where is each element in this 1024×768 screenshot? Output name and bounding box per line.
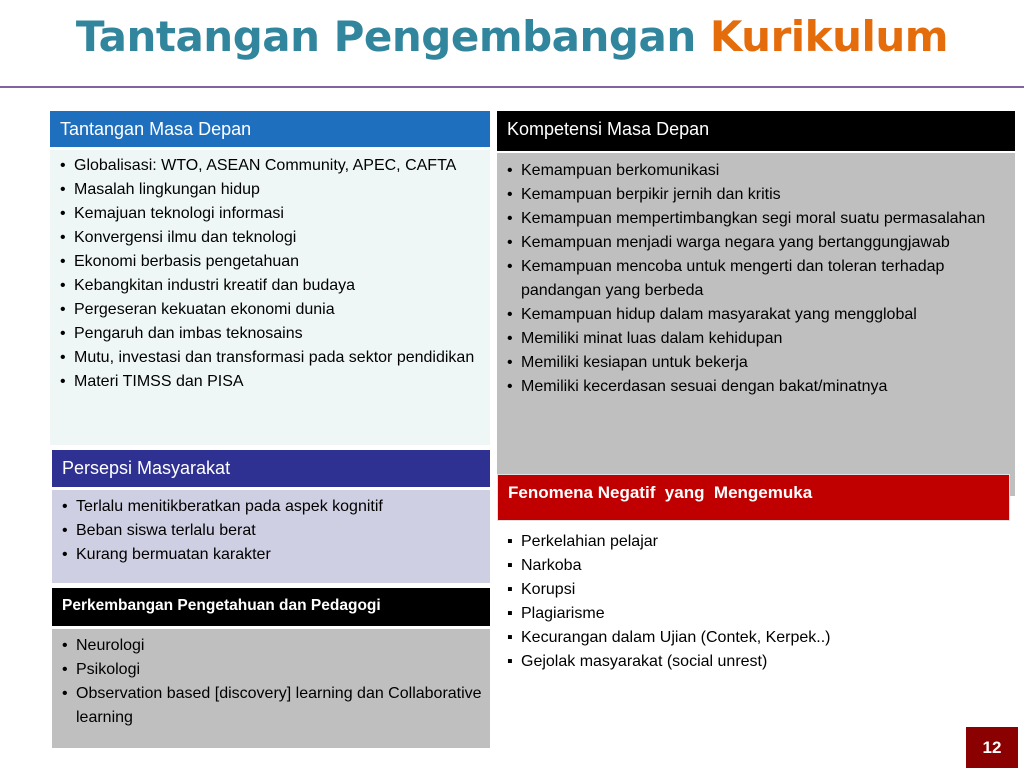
list-item: ▪ Gejolak masyarakat (social unrest) [501, 650, 1006, 674]
perkembangan-pengetahuan-list [56, 634, 486, 730]
list-item: • Kemampuan berkomunikasi [501, 159, 1011, 183]
list-item: • Memiliki minat luas dalam kehidupan [501, 327, 1011, 351]
slide-title [0, 12, 1024, 61]
list-item: ▪ Plagiarisme [501, 602, 1006, 626]
kompetensi-masa-depan-list [501, 159, 1011, 399]
list-item: • Materi TIMSS dan PISA [54, 370, 486, 394]
persepsi-masyarakat-box [52, 490, 490, 583]
list-item: • Memiliki kecerdasan sesuai dengan bakat/minatnya [501, 375, 1011, 399]
tantangan-masa-depan-box [50, 150, 490, 445]
page-number: 12 [966, 727, 1018, 768]
list-item: • Neurologi [56, 634, 486, 658]
slide-title-accent: Kurikulum [709, 12, 949, 61]
fenomena-negatif-list [501, 530, 1006, 674]
list-item: • Mutu, investasi dan transformasi pada sektor pendidikan [54, 346, 486, 370]
list-item: ▪ Kecurangan dalam Ujian (Contek, Kerpek..) [501, 626, 1006, 650]
kompetensi-masa-depan-header: Kompetensi Masa Depan [497, 111, 1015, 151]
perkembangan-pengetahuan-box [52, 629, 490, 748]
list-item: • Memiliki kesiapan untuk bekerja [501, 351, 1011, 375]
list-item: • Kurang bermuatan karakter [56, 543, 486, 567]
list-item: • Kemajuan teknologi informasi [54, 202, 486, 226]
list-item: • Masalah lingkungan hidup [54, 178, 486, 202]
persepsi-masyarakat-header: Persepsi Masyarakat [52, 450, 490, 487]
kompetensi-masa-depan-box [497, 153, 1015, 496]
list-item: • Konvergensi ilmu dan teknologi [54, 226, 486, 250]
list-item: • Kemampuan menjadi warga negara yang bertanggungjawab [501, 231, 1011, 255]
list-item: ▪ Perkelahian pelajar [501, 530, 1006, 554]
list-item: • Psikologi [56, 658, 486, 682]
slide-title-main: Tantangan Pengembangan [75, 12, 710, 61]
list-item: • Kemampuan mempertimbangkan segi moral suatu permasalahan [501, 207, 1011, 231]
perkembangan-pengetahuan-header: Perkembangan Pengetahuan dan Pedagogi [52, 588, 490, 626]
list-item: • Kebangkitan industri kreatif dan budaya [54, 274, 486, 298]
list-item: • Globalisasi: WTO, ASEAN Community, APEC, CAFTA [54, 154, 486, 178]
list-item: • Terlalu menitikberatkan pada aspek kognitif [56, 495, 486, 519]
list-item: • Kemampuan hidup dalam masyarakat yang mengglobal [501, 303, 1011, 327]
list-item: ▪ Korupsi [501, 578, 1006, 602]
persepsi-masyarakat-list [56, 495, 486, 567]
list-item: ▪ Narkoba [501, 554, 1006, 578]
fenomena-negatif-header: Fenomena Negatif yang Mengemuka [497, 474, 1010, 521]
list-item: • Ekonomi berbasis pengetahuan [54, 250, 486, 274]
list-item: • Pergeseran kekuatan ekonomi dunia [54, 298, 486, 322]
list-item: • Kemampuan berpikir jernih dan kritis [501, 183, 1011, 207]
list-item: • Kemampuan mencoba untuk mengerti dan toleran terhadap pandangan yang berbeda [501, 255, 1011, 303]
list-item: • Observation based [discovery] learning dan Collaborative learning [56, 682, 486, 730]
list-item: • Beban siswa terlalu berat [56, 519, 486, 543]
tantangan-masa-depan-header: Tantangan Masa Depan [50, 111, 490, 147]
list-item: • Pengaruh dan imbas teknosains [54, 322, 486, 346]
title-divider [0, 86, 1024, 88]
tantangan-masa-depan-list [54, 154, 486, 394]
fenomena-negatif-box [497, 530, 1010, 680]
